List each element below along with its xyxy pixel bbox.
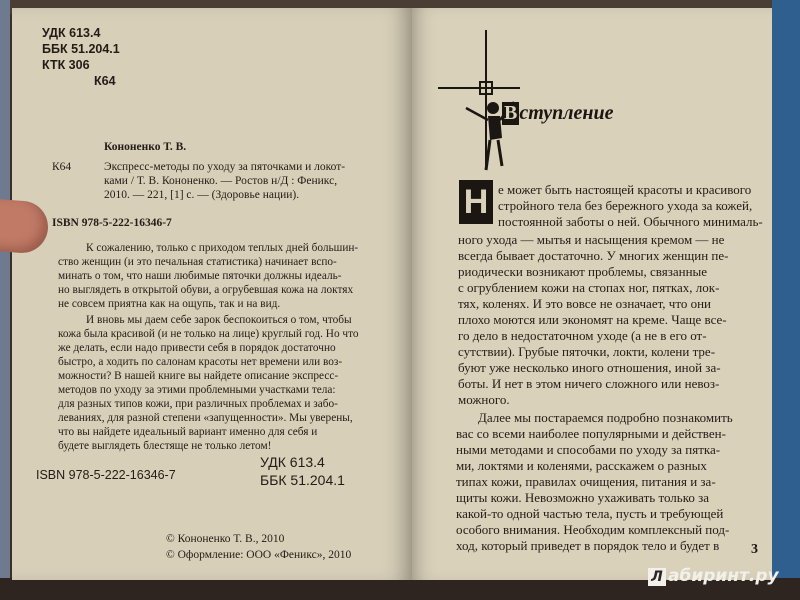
author-name: Кононенко Т. В. <box>104 141 187 153</box>
paragraph-line: типах кожи, правилах очищения, питания и за- <box>456 474 716 489</box>
paragraph-line: ми, локтями и коленями, расскажем о разных <box>456 458 707 473</box>
catalog-line: Экспресс-методы по уходу за пяточками и локот- <box>104 161 346 173</box>
paragraph-line: ными методами и способами по уходу за пятка- <box>456 442 721 457</box>
right-page <box>412 8 772 580</box>
annotation-line: быстро, а ходить по салонам красоты нет времени или воз- <box>58 356 343 368</box>
title-initial: В <box>504 102 518 124</box>
page-number: 3 <box>751 542 758 557</box>
paragraph-line: постоянной заботы о ней. Обычного минималь- <box>498 214 763 229</box>
title-text: ступление <box>519 102 614 124</box>
book-cover-edge <box>772 0 800 600</box>
bbk-bottom: ББК 51.204.1 <box>260 472 345 488</box>
annotation-line: не совсем приятна как на ощупь, так и на вид. <box>58 298 281 310</box>
section-title <box>502 102 614 125</box>
paragraph-line: ного ухода — мытья и насыщения кремом — не <box>458 232 725 247</box>
annotation-line: методов по уходу за этими проблемными участками тела: <box>58 384 336 396</box>
catalog-code: К64 <box>94 74 116 88</box>
paragraph-line: щиты кожи. Невозможно ухаживать только за <box>456 490 710 505</box>
paragraph-line: особого внимания. Необходим комплексный под- <box>456 522 730 537</box>
annotation-line: ство женщин (и это печальная статистика) начинает вспо- <box>58 256 337 268</box>
annotation-line: для разных типов кожи, при различных проблемах и забо- <box>58 398 338 410</box>
paragraph-line: го дело в недостаточном уходе (а не в его от- <box>458 328 707 343</box>
copyright-design: © Оформление: ООО «Феникс», 2010 <box>166 549 352 561</box>
ktk-code: КТК 306 <box>42 58 90 72</box>
paragraph-line: ход, который приведет в порядок тело и будет в <box>456 538 720 553</box>
watermark <box>648 566 779 586</box>
isbn-bottom: ISBN 978-5-222-16346-7 <box>36 468 176 482</box>
watermark-text: абиринт.ру <box>668 566 779 586</box>
background-left <box>0 0 10 600</box>
paragraph-line: плохо моются или экономят на креме. Чаще все- <box>458 312 727 327</box>
annotation-line: же делать, если надо привести себя в порядок достаточно <box>58 342 336 354</box>
copyright-author: © Кононенко Т. В., 2010 <box>166 533 285 545</box>
annotation-line: можности? В нашей книге вы найдете описание экспресс- <box>58 370 339 382</box>
paragraph-line: е может быть настоящей красоты и красивого <box>498 182 752 197</box>
left-page <box>12 8 412 580</box>
paragraph-line: с огрублением кожи на стопах ног, пятках, лок- <box>458 280 720 295</box>
annotation-line: И вновь мы даем себе зарок беспокоиться о том, чтобы <box>86 314 352 326</box>
paragraph-line: Далее мы постараемся подробно познакомить <box>478 410 733 425</box>
annotation-line: леваниях, для разной степени «запущенности». Мы уверены, <box>58 412 353 424</box>
annotation-line: минать о том, что наши любимые пяточки должны идеаль- <box>58 270 342 282</box>
annotation-line: но выглядеть в открытой обуви, а огрубевшая кожа на локтях <box>58 284 354 296</box>
paragraph-line: какой-то одной частью тела, пусть и требующей <box>456 506 724 521</box>
bbk-code: ББК 51.204.1 <box>42 42 120 56</box>
paragraph-line: риодически возникают проблемы, связанные <box>458 264 708 279</box>
paragraph-line: можного. <box>458 392 510 407</box>
catalog-line: ками / Т. В. Кононенко. — Ростов н/Д : Феникс, <box>104 175 338 187</box>
annotation-line: кожа была красивой (и не только на лице) круглый год. Но что <box>58 328 359 340</box>
udk-code: УДК 613.4 <box>42 26 101 40</box>
paragraph-line: стройного тела без бережного ухода за кожей, <box>498 198 753 213</box>
udk-bottom: УДК 613.4 <box>260 454 325 470</box>
paragraph-line: всегда бывает достаточно. У многих женщин пе- <box>458 248 729 263</box>
annotation-line: что вы найдете идеальный вариант именно для себя и <box>58 426 318 438</box>
watermark-logo: Л <box>648 568 666 586</box>
catalog-line: 2010. — 221, [1] с. — (Здоровье нации). <box>104 189 300 201</box>
annotation-line: К сожалению, только с приходом теплых дней большин- <box>86 242 359 254</box>
drop-cap: Н <box>459 180 493 224</box>
paragraph-line: боты. И нет в этом ничего сложного или невоз- <box>458 376 720 391</box>
paragraph-line: буют уже несколько иного отношения, иной за- <box>458 360 721 375</box>
catalog-index: К64 <box>52 161 72 173</box>
paragraph-line: сутствии). Грубые пяточки, локти, колени тре- <box>458 344 716 359</box>
annotation-line: будете выглядеть блестяще не только летом! <box>58 440 272 452</box>
paragraph-line: вас со всеми наиболее популярными и действен- <box>456 426 726 441</box>
isbn-top: ISBN 978-5-222-16346-7 <box>52 217 172 229</box>
paragraph-line: тях, коленях. И это вовсе не означает, что они <box>458 296 712 311</box>
